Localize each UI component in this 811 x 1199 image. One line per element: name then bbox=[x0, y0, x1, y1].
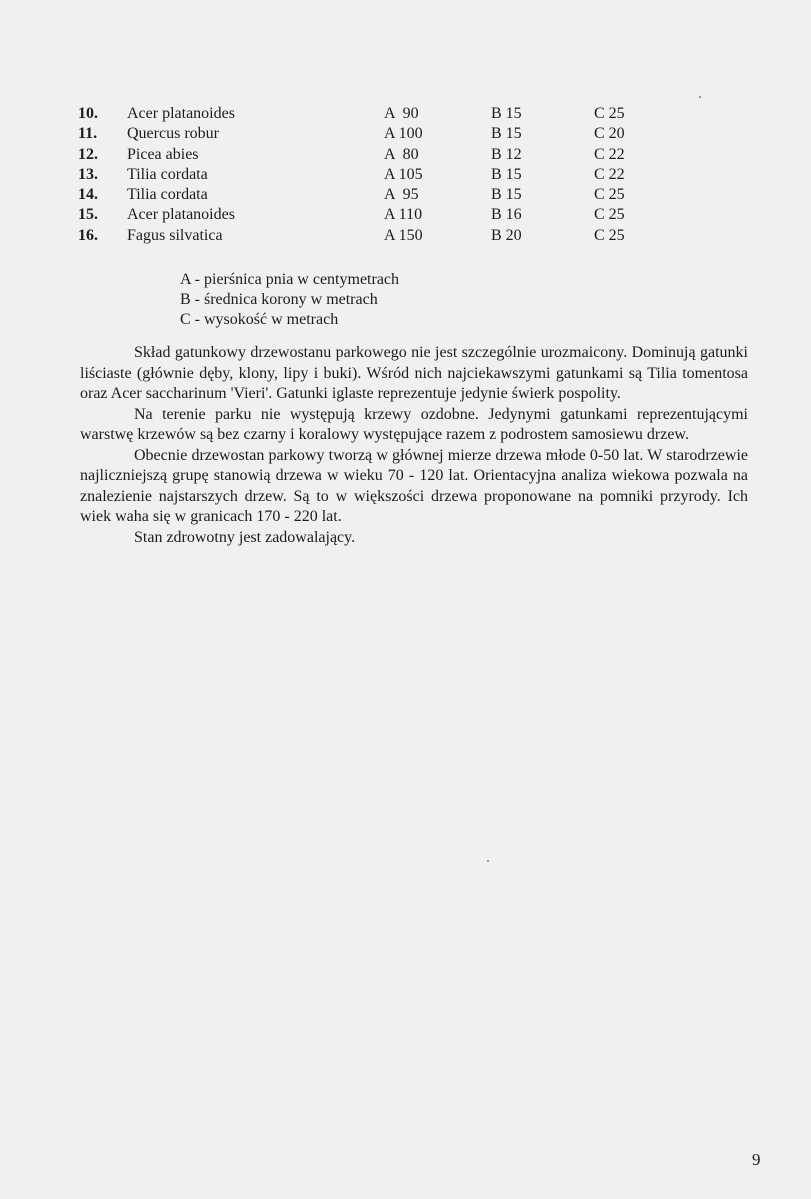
cell-num: 11. bbox=[78, 125, 98, 143]
body-text bbox=[80, 343, 748, 548]
cell-name: Tilia cordata bbox=[127, 165, 208, 183]
cell-c: C 20 bbox=[594, 125, 625, 143]
cell-c: C 22 bbox=[594, 145, 625, 163]
cell-b: B 12 bbox=[491, 145, 522, 163]
cell-a: A 110 bbox=[384, 206, 423, 224]
legend-a: A - pierśnica pnia w centymetrach bbox=[180, 271, 400, 288]
cell-name: Picea abies bbox=[127, 145, 199, 163]
page-number: 9 bbox=[752, 1150, 761, 1169]
cell-a: A 95 bbox=[384, 186, 419, 204]
cell-c: C 25 bbox=[594, 226, 625, 244]
paragraph-species: Skład gatunkowy drzewostanu parkowego nie jest szczególnie urozmaicony. Dominują gatunki liściaste (głównie dęby, klony, lipy i buki). Wśród nich najciekawszymi gatunkami są Tilia tomentosa oraz Acer saccharinum 'Vieri'. Gatunki iglaste reprezentuje jedynie świerk pospolity. bbox=[80, 344, 748, 402]
tree-table bbox=[78, 104, 654, 246]
cell-name: Quercus robur bbox=[127, 125, 219, 143]
cell-name: Fagus silvatica bbox=[127, 226, 223, 244]
cell-name: Acer platanoides bbox=[127, 206, 235, 224]
cell-a: A 150 bbox=[384, 226, 423, 244]
paragraph-shrubs: Na terenie parku nie występują krzewy ozdobne. Jedynymi gatunkami reprezentującymi warstwę krzewów są bez czarny i koralowy występujące razem z podrostem samosiewu drzew. bbox=[80, 405, 748, 443]
table-row bbox=[78, 145, 654, 165]
cell-c: C 25 bbox=[594, 105, 625, 122]
table-row bbox=[78, 104, 654, 124]
legend-c: C - wysokość w metrach bbox=[180, 311, 339, 328]
cell-b: B 20 bbox=[491, 226, 522, 244]
legend bbox=[180, 270, 399, 330]
cell-num: 13. bbox=[78, 165, 98, 183]
cell-c: C 22 bbox=[594, 165, 625, 183]
paragraph-age: Obecnie drzewostan parkowy tworzą w głównej mierze drzewa młode 0-50 lat. W starodrzewie najliczniejszą grupę stanowią drzewa w wieku 70 - 120 lat. Orientacyjna analiza wiekowa pozwala na znalezienie najstarszych drzew. Są to w większości drzewa proponowane na pomniki przyrody. Ich wiek waha się w granicach 170 - 220 lat. bbox=[80, 446, 748, 525]
legend-b: B - średnica korony w metrach bbox=[180, 291, 378, 308]
cell-num: 12. bbox=[78, 145, 98, 163]
cell-name: Acer platanoides bbox=[127, 105, 235, 122]
cell-name: Tilia cordata bbox=[127, 186, 208, 204]
cell-num: 16. bbox=[78, 226, 98, 244]
cell-a: A 90 bbox=[384, 105, 419, 122]
cell-a: A 80 bbox=[384, 145, 419, 163]
cell-num: 15. bbox=[78, 206, 98, 224]
table-row bbox=[78, 165, 654, 185]
cell-c: C 25 bbox=[594, 206, 625, 224]
table-row bbox=[78, 205, 654, 225]
cell-b: B 15 bbox=[491, 125, 522, 143]
cell-b: B 15 bbox=[491, 165, 522, 183]
cell-b: B 16 bbox=[491, 206, 522, 224]
paragraph-health: Stan zdrowotny jest zadowalający. bbox=[134, 528, 356, 546]
cell-num: 10. bbox=[78, 105, 98, 122]
cell-b: B 15 bbox=[491, 186, 522, 204]
scan-speck bbox=[699, 96, 701, 98]
table-row bbox=[78, 124, 654, 144]
cell-a: A 100 bbox=[384, 125, 423, 143]
scan-speck bbox=[487, 860, 489, 862]
cell-c: C 25 bbox=[594, 186, 625, 204]
cell-a: A 105 bbox=[384, 165, 423, 183]
table-row bbox=[78, 226, 654, 246]
table-row bbox=[78, 185, 654, 205]
cell-b: B 15 bbox=[491, 105, 522, 122]
cell-num: 14. bbox=[78, 186, 98, 204]
